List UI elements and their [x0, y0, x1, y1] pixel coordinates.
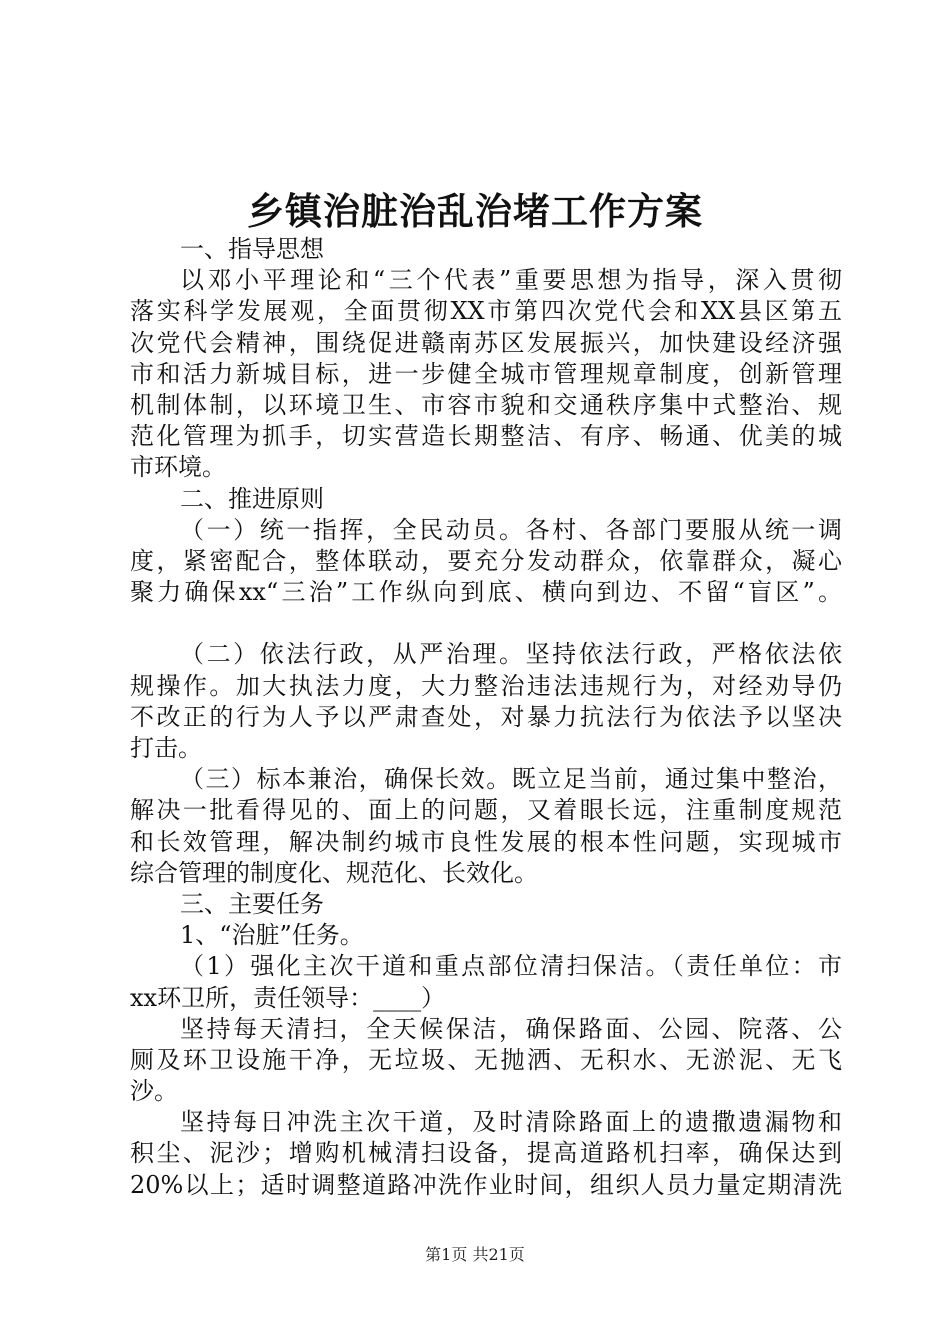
paragraph-line: 次党代会精神，围绕促进赣南苏区发展振兴，加快建设经济强 [130, 328, 842, 357]
subsection-heading: 1、“治脏”任务。 [180, 921, 364, 950]
paragraph-line: 坚持每日冲洗主次干道，及时清除路面上的遗撒遗漏物和 [180, 1108, 842, 1137]
section-heading: 二、推进原则 [180, 484, 324, 513]
paragraph-line: 沙。 [130, 1077, 178, 1106]
paragraph-line: 度，紧密配合，整体联动，要充分发动群众，依靠群众，凝心 [130, 546, 842, 575]
paragraph-line: （1）强化主次干道和重点部位清扫保洁。（责任单位：市 [180, 952, 842, 981]
paragraph-line: 聚力确保xx“三治”工作纵向到底、横向到边、不留“盲区”。 [130, 578, 842, 607]
paragraph-line: xx环卫所，责任领导：____） [130, 983, 446, 1012]
page-number-footer: 第1页 共21页 [425, 1245, 525, 1264]
section-heading: 三、主要任务 [180, 889, 324, 918]
paragraph-gap [130, 608, 842, 639]
paragraph-line: 市环境。 [130, 453, 226, 482]
paragraph-line: 解决一批看得见的、面上的问题，又着眼长远，注重制度规范 [130, 796, 842, 825]
paragraph-line: 20%以上；适时调整道路冲洗作业时间，组织人员力量定期清洗 [130, 1170, 842, 1199]
paragraph-line: （三）标本兼治，确保长效。既立足当前，通过集中整治， [180, 765, 842, 794]
paragraph-line: （一）统一指挥，全民动员。各村、各部门要服从统一调 [180, 515, 842, 544]
paragraph-line: 规操作。加大执法力度，大力整治违法违规行为，对经劝导仍 [130, 671, 842, 700]
paragraph-line: 坚持每天清扫，全天候保洁，确保路面、公园、院落、公 [180, 1014, 842, 1043]
paragraph-line: 落实科学发展观，全面贯彻XX市第四次党代会和XX县区第五 [130, 297, 842, 326]
paragraph-line: 范化管理为抓手，切实营造长期整洁、有序、畅通、优美的城 [130, 422, 842, 451]
paragraph-line: 打击。 [130, 734, 202, 762]
document-title: 乡镇治脏治乱治堵工作方案 [247, 189, 703, 233]
paragraph-line: 市和活力新城目标，进一步健全城市管理规章制度，创新管理 [130, 359, 842, 388]
paragraph-line: 不改正的行为人予以严肃查处，对暴力抗法行为依法予以坚决 [130, 702, 842, 731]
paragraph-line: （二）依法行政，从严治理。坚持依法行政，严格依法依 [180, 640, 842, 669]
paragraph-line: 以邓小平理论和“三个代表”重要思想为指导，深入贯彻 [180, 266, 842, 295]
document-body [130, 234, 842, 1201]
section-heading: 一、指导思想 [180, 235, 324, 263]
paragraph-line: 机制体制，以环境卫生、市容市貌和交通秩序集中式整治、规 [130, 390, 842, 419]
paragraph-line: 厕及环卫设施干净，无垃圾、无抛洒、无积水、无淤泥、无飞 [130, 1045, 842, 1074]
paragraph-line: 积尘、泥沙；增购机械清扫设备，提高道路机扫率，确保达到 [130, 1139, 842, 1168]
paragraph-line: 综合管理的制度化、规范化、长效化。 [130, 858, 538, 887]
paragraph-line: 和长效管理，解决制约城市良性发展的根本性问题，实现城市 [130, 827, 842, 856]
